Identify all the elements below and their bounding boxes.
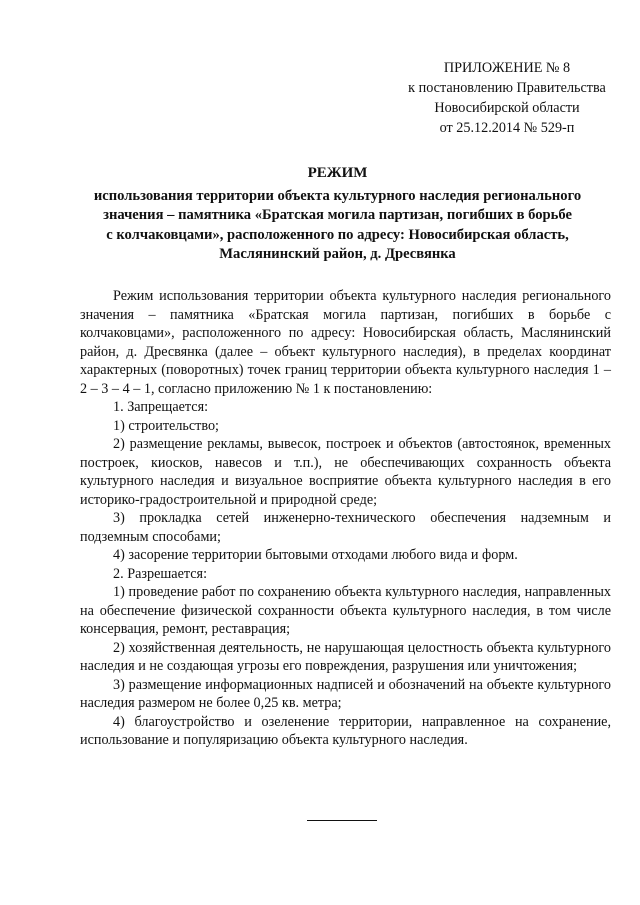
document-body [80, 287, 611, 750]
title-line: использования территории объекта культурного наследия регионального [93, 187, 582, 204]
prohibited-item: 2) размещение рекламы, вывесок, построек и объектов (автостоянок, временных построек, киосков, навесов и т.п.), не обеспечивающих сохранность объекта культурного наследия и визуальное восприятие объекта культурного наследия в его историко-градостроительной и природной среде; [80, 436, 611, 508]
intro-paragraph: Режим использования территории объекта культурного наследия регионального значения – памятника «Братская могила партизан, погибших в борьбе с колчаковцами», расположенного по адресу: Новосибирская область, Маслянинский район, д. Дресвянка (далее – объект культурного наследия), в пределах координат характерных (поворотных) точек границ территории объекта культурного наследия 1 – 2 – 3 – 4 – 1, согласно приложению № 1 к постановлению: [80, 288, 611, 397]
prohibited-item: 1) строительство; [113, 417, 219, 434]
title-heading: РЕЖИМ [307, 165, 368, 181]
permitted-item: 4) благоустройство и озеленение территории, направленное на сохранение, использование и популяризацию объекта культурного наследия. [80, 713, 611, 748]
appendix-block [392, 58, 622, 138]
permitted-item: 1) проведение работ по сохранению объекта культурного наследия, направленных на обеспечение физической сохранности объекта культурного наследия, в том числе консервация, ремонт, реставрация; [80, 584, 611, 637]
title-line: значения – памятника «Братская могила партизан, погибших в борьбе [103, 207, 572, 223]
title-line: с колчаковцами», расположенного по адресу: Новосибирская область, [106, 226, 569, 243]
end-separator-line [307, 820, 377, 821]
prohibited-item: 3) прокладка сетей инженерно-технического обеспечения надземным и подземным способами; [80, 510, 611, 545]
document-title [70, 164, 605, 265]
section-2-title: 2. Разрешается: [113, 565, 208, 582]
permitted-item: 2) хозяйственная деятельность, не нарушающая целостность объекта культурного наследия и не создающая угрозы его повреждения, разрушения или уничтожения; [80, 639, 611, 674]
title-line: Маслянинский район, д. Дресвянка [219, 246, 456, 262]
section-1-title: 1. Запрещается: [113, 399, 209, 415]
prohibited-item: 4) засорение территории бытовыми отходами любого вида и форм. [113, 547, 518, 563]
appendix-number: ПРИЛОЖЕНИЕ № 8 [443, 60, 571, 76]
appendix-date: от 25.12.2014 № 529-п [439, 120, 575, 136]
permitted-item: 3) размещение информационных надписей и обозначений на объекте культурного наследия размером не более 0,25 кв. метра; [80, 676, 611, 711]
appendix-reference: к постановлению Правительства [408, 80, 606, 96]
appendix-region: Новосибирской области [434, 100, 580, 116]
